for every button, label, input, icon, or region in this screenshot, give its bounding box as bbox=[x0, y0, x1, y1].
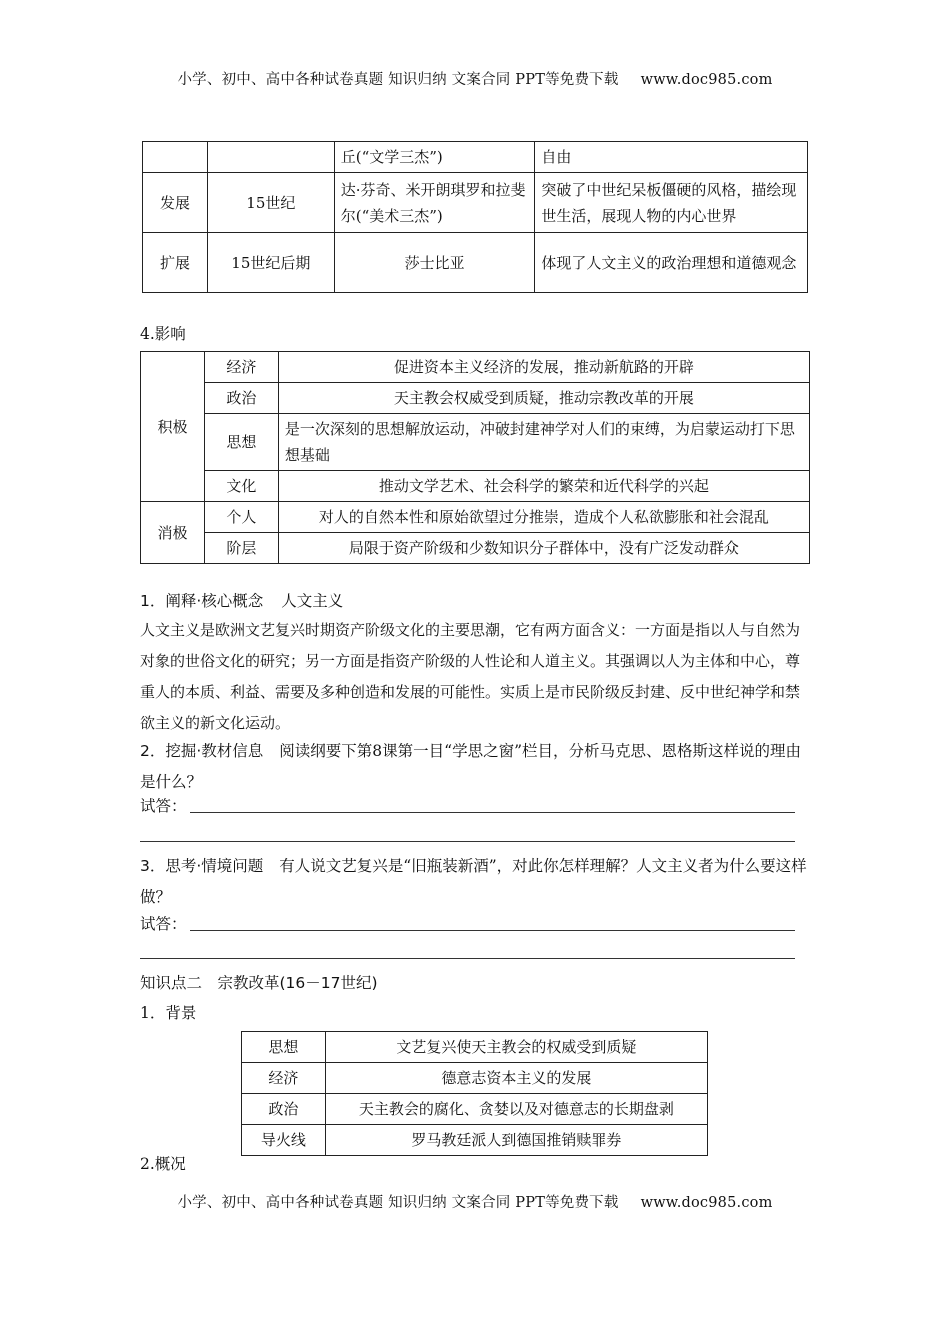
q2-block bbox=[140, 736, 812, 798]
stage-cell bbox=[143, 142, 208, 173]
influence-table bbox=[140, 351, 810, 564]
q3-label: 3．思考·情境问题 bbox=[140, 857, 264, 875]
q1-label: 1．阐释·核心概念 bbox=[140, 592, 264, 610]
content-cell: 德意志资本主义的发展 bbox=[325, 1063, 707, 1094]
positive-label: 积极 bbox=[141, 352, 205, 502]
q2-answer-label: 试答： bbox=[140, 797, 187, 815]
aspect-cell: 文化 bbox=[204, 471, 278, 502]
q3-block bbox=[140, 851, 812, 913]
people-cell: 丘(“文学三杰”) bbox=[334, 142, 535, 173]
table-row bbox=[141, 383, 810, 414]
q3-answer-line-2[interactable] bbox=[140, 958, 795, 959]
table-row bbox=[141, 502, 810, 533]
q2-answer-line-2[interactable] bbox=[140, 841, 795, 842]
content-cell: 对人的自然本性和原始欲望过分推崇，造成个人私欲膨胀和社会混乱 bbox=[278, 502, 809, 533]
table-row bbox=[242, 1063, 708, 1094]
aspect-cell: 阶层 bbox=[204, 533, 278, 564]
table-row bbox=[242, 1032, 708, 1063]
aspect-cell: 思想 bbox=[204, 414, 278, 471]
feature-cell: 自由 bbox=[535, 142, 808, 173]
footer-text: 小学、初中、高中各种试卷真题 知识归纳 文案合同 PPT等免费下载 bbox=[177, 1195, 619, 1211]
header-text: 小学、初中、高中各种试卷真题 知识归纳 文案合同 PPT等免费下载 bbox=[177, 72, 619, 88]
table-row bbox=[143, 173, 808, 233]
q3-answer-line-1[interactable] bbox=[190, 930, 795, 931]
aspect-cell: 经济 bbox=[242, 1063, 326, 1094]
content-cell: 是一次深刻的思想解放运动，冲破封建神学对人们的束缚，为启蒙运动打下思想基础 bbox=[278, 414, 809, 471]
content-cell: 文艺复兴使天主教会的权威受到质疑 bbox=[325, 1032, 707, 1063]
background-table bbox=[241, 1031, 708, 1156]
aspect-cell: 经济 bbox=[204, 352, 278, 383]
page-footer bbox=[0, 1191, 950, 1212]
content-cell: 罗马教廷派人到德国推销赎罪券 bbox=[325, 1125, 707, 1156]
q2-label: 2．挖掘·教材信息 bbox=[140, 742, 264, 760]
time-cell: 15世纪 bbox=[207, 173, 334, 233]
table-row bbox=[143, 142, 808, 173]
q1-topic: 人文主义 bbox=[281, 592, 344, 610]
content-cell: 天主教会权威受到质疑，推动宗教改革的开展 bbox=[278, 383, 809, 414]
people-cell: 达·芬奇、米开朗琪罗和拉斐尔(“美术三杰”) bbox=[334, 173, 535, 233]
people-cell: 莎士比亚 bbox=[334, 233, 535, 293]
feature-cell: 突破了中世纪呆板僵硬的风格，描绘现世生活，展现人物的内心世界 bbox=[535, 173, 808, 233]
content-cell: 促进资本主义经济的发展，推动新航路的开辟 bbox=[278, 352, 809, 383]
q2-answer-line-1[interactable] bbox=[190, 812, 795, 813]
q1-text: 人文主义是欧洲文艺复兴时期资产阶级文化的主要思潮，它有两方面含义：一方面是指以人与自然为对象的世俗文化的研究；另一方面是指资产阶级的人性论和人道主义。其强调以人为主体和中心，尊重人的本质、利益、需要及多种创造和发展的可能性。实质上是市民阶级反封建、反中世纪神学和禁欲主义的新文化运动。 bbox=[140, 621, 801, 732]
table-row bbox=[141, 471, 810, 502]
subsection-overview: 2.概况 bbox=[140, 1155, 186, 1173]
content-cell: 推动文学艺术、社会科学的繁荣和近代科学的兴起 bbox=[278, 471, 809, 502]
table-row bbox=[143, 233, 808, 293]
section-title-influence: 4.影响 bbox=[140, 325, 186, 343]
header-url[interactable]: www.doc985.com bbox=[640, 72, 773, 88]
q2-text: 阅读纲要下第8课第一目“学思之窗”栏目，分析马克思、恩格斯这样说的理由是什么？ bbox=[140, 742, 802, 791]
content-cell: 局限于资产阶级和少数知识分子群体中，没有广泛发动群众 bbox=[278, 533, 809, 564]
aspect-cell: 政治 bbox=[204, 383, 278, 414]
aspect-cell: 政治 bbox=[242, 1094, 326, 1125]
page-header bbox=[0, 68, 950, 89]
table-row bbox=[141, 414, 810, 471]
aspect-cell: 导火线 bbox=[242, 1125, 326, 1156]
content-cell: 天主教会的腐化、贪婪以及对德意志的长期盘剥 bbox=[325, 1094, 707, 1125]
time-cell bbox=[207, 142, 334, 173]
stage-cell: 发展 bbox=[143, 173, 208, 233]
stage-cell: 扩展 bbox=[143, 233, 208, 293]
table-row bbox=[242, 1094, 708, 1125]
subsection-background: 1．背景 bbox=[140, 1004, 197, 1022]
q3-answer-label: 试答： bbox=[140, 915, 187, 933]
table-row bbox=[141, 352, 810, 383]
table-row bbox=[141, 533, 810, 564]
table-row bbox=[242, 1125, 708, 1156]
section-title-reformation: 知识点二 宗教改革(16－17世纪) bbox=[140, 974, 378, 992]
aspect-cell: 思想 bbox=[242, 1032, 326, 1063]
footer-url[interactable]: www.doc985.com bbox=[640, 1195, 773, 1211]
aspect-cell: 个人 bbox=[204, 502, 278, 533]
feature-cell: 体现了人文主义的政治理想和道德观念 bbox=[535, 233, 808, 293]
q3-text: 有人说文艺复兴是“旧瓶装新酒”，对此你怎样理解？人文主义者为什么要这样做？ bbox=[140, 857, 807, 906]
time-cell: 15世纪后期 bbox=[207, 233, 334, 293]
q1-heading bbox=[140, 589, 343, 611]
negative-label: 消极 bbox=[141, 502, 205, 564]
renaissance-stages-table bbox=[142, 141, 808, 293]
